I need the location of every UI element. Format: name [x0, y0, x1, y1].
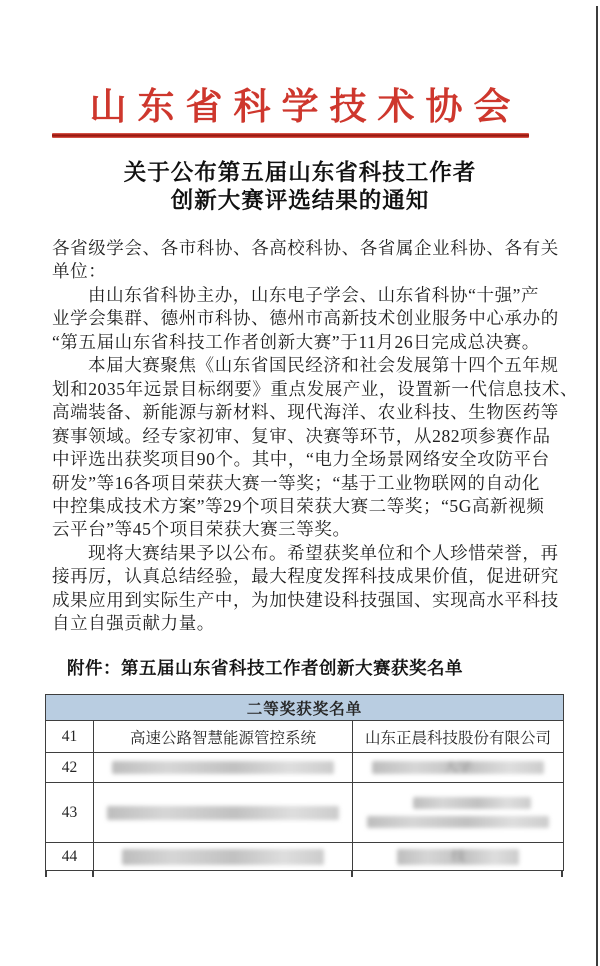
redacted-text-bar: [112, 761, 334, 774]
table-row: [46, 721, 564, 753]
body-line: 赛事领域。经专家初审、复审、决赛等环节，从282项参赛作品: [52, 425, 551, 446]
body-line: 云平台”等45个项目荣获大赛三等奖。: [52, 519, 351, 540]
body-line: 单位：: [52, 261, 107, 282]
body-line: “第五届山东省科技工作者创新大赛”于11月26日完成总决赛。: [52, 331, 540, 352]
red-divider-rule: [52, 133, 529, 138]
cell-no: 43: [46, 783, 94, 843]
table-title: 二等奖获奖名单: [46, 695, 564, 721]
cell-project-redacted: [94, 753, 353, 783]
cell-project-redacted: [94, 783, 353, 843]
cutoff-next-row: [45, 871, 563, 877]
redacted-text-stack: [353, 797, 563, 828]
cell-project: 高速公路智慧能源管控系统: [94, 721, 353, 753]
table-header-row: [46, 695, 564, 721]
cell-project-redacted: [94, 843, 353, 871]
body-line: 各省级学会、各市科协、各高校科协、各省属企业科协、各有关: [52, 238, 559, 258]
table-row: [46, 843, 564, 871]
body-line: 研发”等16各项目荣获大赛一等奖；“基于工业物联网的自动化: [52, 472, 540, 493]
redacted-text-bar: 技: [397, 849, 519, 865]
attachment-label: 附件：第五届山东省科技工作者创新大赛获奖名单: [67, 658, 463, 678]
body-line: 划和2035年远景目标纲要》重点发展产业，设置新一代信息技术、: [52, 378, 579, 399]
notice-body: [52, 237, 579, 636]
body-line: 业学会集群、德州市科协、德州市高新技术创业服务中心承办的: [52, 308, 559, 329]
body-line: 成果应用到实际生产中，为加快建设科技强国、实现高水平科技: [52, 589, 559, 610]
cell-no: 41: [46, 721, 94, 753]
org-title: 山东省科学技术协会: [89, 87, 522, 128]
body-line: 高端装备、新能源与新材料、现代海洋、农业科技、生物医药等: [52, 402, 559, 423]
body-line: 现将大赛结果予以公布。希望获奖单位和个人珍惜荣誉，再: [88, 542, 559, 563]
cell-org-redacted: [353, 753, 564, 783]
cell-no: 44: [46, 843, 94, 871]
body-line: 接再厉，认真总结经验，最大程度发挥科技成果价值，促进研究: [52, 566, 559, 587]
redacted-text-bar: [413, 797, 531, 809]
table-row: [46, 783, 564, 843]
redacted-text-bar: 大学: [372, 761, 544, 774]
redacted-text-bar: [107, 806, 339, 820]
body-line: 中控集成技术方案”等29个项目荣获大赛二等奖；“5G高新视频: [52, 495, 545, 516]
body-line: 本届大赛聚焦《山东省国民经济和社会发展第十四个五年规: [88, 355, 559, 376]
cell-org-redacted: [353, 783, 564, 843]
body-line: 自立自强贡献力量。: [52, 613, 215, 634]
scan-edge-line: [596, 6, 598, 966]
redacted-text-bar: [367, 816, 549, 828]
cell-org-redacted: [353, 843, 564, 871]
cell-org: 山东正晨科技股份有限公司: [353, 721, 564, 753]
awards-table: [45, 694, 563, 877]
table-row: [46, 753, 564, 783]
body-line: 由山东省科协主办，山东电子学会、山东省科协“十强”产: [88, 284, 540, 305]
notice-title-line1: 关于公布第五届山东省科技工作者: [123, 160, 477, 185]
body-line: 中评选出获奖项目90个。其中，“电力全场景网络安全攻防平台: [52, 449, 550, 470]
redacted-text-bar: [122, 849, 324, 865]
notice-title: [0, 159, 600, 215]
notice-title-line2: 创新大赛评选结果的通知: [170, 188, 430, 213]
cell-no: 42: [46, 753, 94, 783]
